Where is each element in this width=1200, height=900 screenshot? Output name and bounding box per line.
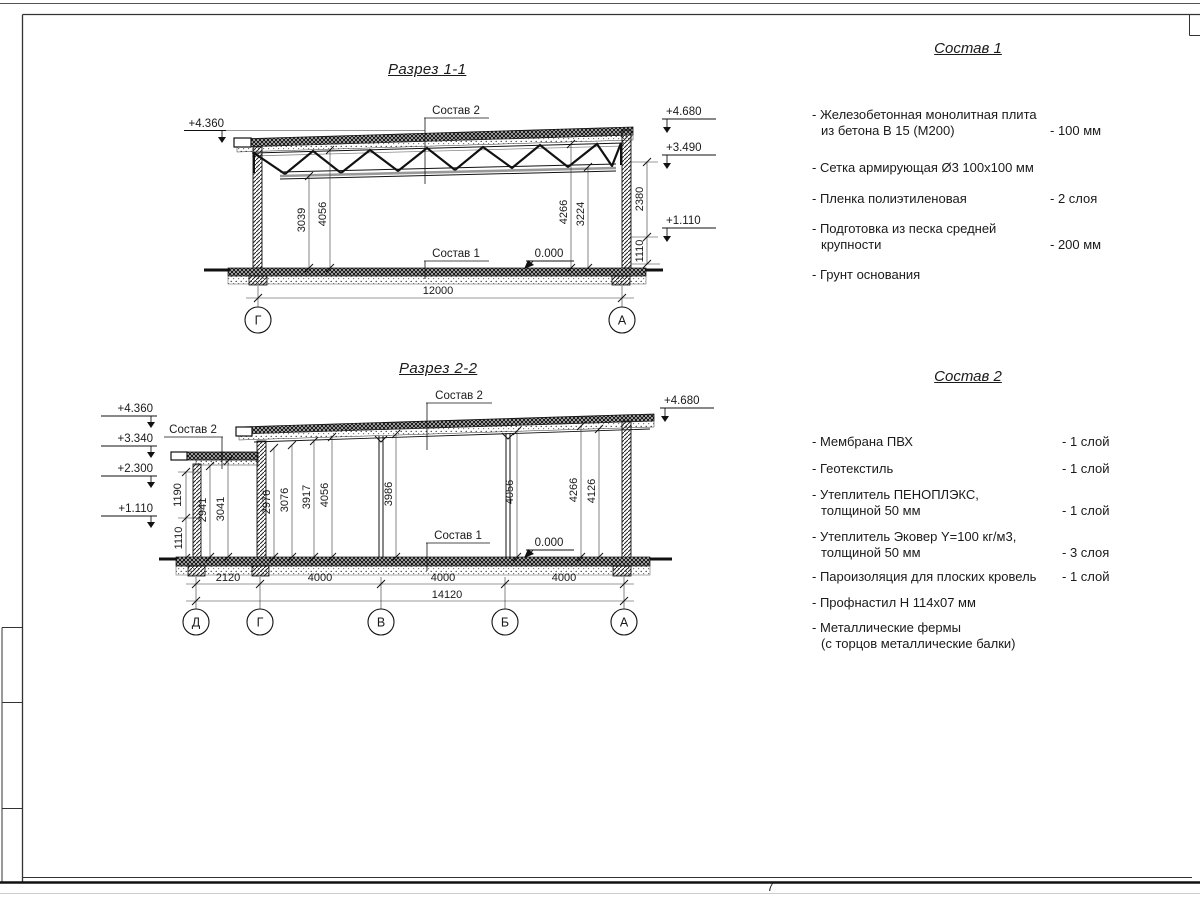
material-value: - 1 слой — [1062, 460, 1110, 476]
dim-4000b: 4000 — [430, 572, 456, 584]
elevation-mark-3340 — [101, 433, 157, 458]
main-roof-edge-beam — [236, 427, 252, 436]
floor-slab — [176, 557, 650, 566]
material-item: - Мембрана ПВХ - 1 слой — [812, 434, 1124, 450]
elevation-mark-4680 — [662, 106, 716, 133]
elevation-mark-4360 — [101, 403, 157, 428]
annex-roof-edge-beam — [171, 452, 187, 460]
section-2-2-title: Разрез 2-2 — [399, 360, 478, 377]
dim-12000: 12000 — [422, 285, 454, 297]
material-item: - Пароизоляция для плоских кровель - 1 слой — [812, 569, 1124, 585]
wall-right — [622, 130, 631, 268]
foundation-left — [249, 276, 267, 285]
material-item: - Грунт основания — [812, 267, 921, 282]
svg-text:Состав 1: Состав 1 — [432, 248, 480, 260]
material-item: - Утеплитель Эковер Y=100 кг/м3, толщиной 50 мм - 3 слоя — [812, 529, 1124, 560]
svg-text:Состав 2: Состав 2 — [432, 105, 480, 117]
material-item: - Пленка полиэтиленовая - 2 слоя — [812, 191, 1124, 207]
dim-4266: 4266 — [558, 199, 570, 225]
svg-text:Состав 2: Состав 2 — [169, 424, 217, 436]
dim-4056b: 4056 — [504, 479, 516, 505]
material-value: - 3 слоя — [1062, 544, 1110, 560]
composition-list-1 — [812, 40, 1124, 298]
dim-2380: 2380 — [634, 186, 646, 212]
material-value: - 1 слой — [1062, 502, 1110, 518]
dim-3076: 3076 — [279, 487, 291, 513]
roof-edge-beam — [234, 138, 251, 147]
foundation-a — [613, 566, 631, 576]
composition-list-2 — [812, 368, 1124, 662]
axis-g: Г — [256, 615, 264, 630]
dim-1190: 1190 — [172, 483, 184, 507]
svg-text:+3.490: +3.490 — [666, 142, 702, 154]
material-value: - 100 мм — [1050, 122, 1102, 138]
material-item: - Геотекстиль - 1 слой — [812, 461, 1124, 477]
section-1-1-drawing — [184, 105, 716, 333]
svg-text:+1.110: +1.110 — [118, 503, 153, 515]
dim-4000c: 4000 — [551, 572, 577, 584]
svg-text:+4.680: +4.680 — [664, 395, 700, 407]
axis-bubbles — [245, 307, 635, 333]
foundation-right — [612, 276, 630, 285]
material-item: - Утеплитель ПЕНОПЛЭКС, толщиной 50 мм - 1 слой — [812, 487, 1124, 518]
elevation-mark-3490 — [662, 142, 716, 169]
dim-3039: 3039 — [296, 207, 308, 233]
dim-2976: 2976 — [261, 489, 273, 515]
material-value: - 1 слой — [1062, 434, 1110, 449]
svg-text:+2.300: +2.300 — [117, 463, 153, 475]
dim-3224: 3224 — [575, 201, 587, 227]
svg-text:0.000: 0.000 — [534, 248, 564, 260]
section-1-1-title: Разрез 1-1 — [388, 61, 467, 78]
svg-text:Состав 1: Состав 1 — [434, 530, 482, 542]
material-value: - 200 мм — [1050, 236, 1102, 252]
elevation-mark-1110 — [662, 215, 716, 242]
dim-1110: 1110 — [634, 239, 646, 263]
dim-4000a: 4000 — [307, 572, 333, 584]
dim-4126: 4126 — [586, 478, 598, 504]
foundation-d — [188, 566, 205, 576]
material-item: - Сетка армирующая Ø3 100х100 мм — [812, 160, 1034, 175]
sheet-number: 7 — [767, 880, 774, 894]
material-item: - Подготовка из песка средней крупности - 200 мм — [812, 221, 1124, 252]
dim-4056: 4056 — [319, 482, 331, 508]
composition-2-title: Состав 2 — [934, 368, 1002, 385]
composition-1-title: Состав 1 — [934, 40, 1002, 57]
axis-g: Г — [254, 313, 262, 328]
axis-d: Д — [191, 615, 201, 630]
axis-a: А — [619, 615, 629, 630]
svg-text:+4.360: +4.360 — [188, 118, 224, 130]
dim-2941: 2941 — [197, 497, 209, 523]
material-item: - Металлические фермы (с торцов металлические балки) — [812, 620, 1016, 651]
svg-text:+4.680: +4.680 — [666, 106, 702, 118]
sand-layer — [176, 566, 650, 575]
dim-2120: 2120 — [215, 572, 241, 584]
dim-14120: 14120 — [431, 589, 463, 601]
label-zero-level — [524, 537, 574, 558]
svg-text:+4.360: +4.360 — [117, 403, 153, 415]
dim-1110: 1110 — [173, 526, 185, 550]
floor-slab — [228, 268, 646, 276]
axis-a: А — [617, 313, 627, 328]
svg-text:0.000: 0.000 — [534, 537, 564, 549]
dim-3986: 3986 — [383, 481, 395, 507]
axis-b: Б — [500, 615, 510, 630]
dim-3917: 3917 — [301, 484, 313, 510]
section-2-2-drawing — [101, 390, 714, 635]
svg-text:Состав 2: Состав 2 — [435, 390, 483, 402]
dim-4266: 4266 — [568, 477, 580, 503]
material-value: - 1 слой — [1062, 569, 1110, 584]
axis-v: В — [376, 615, 386, 630]
sand-layer — [228, 276, 646, 284]
dim-3041: 3041 — [215, 496, 227, 522]
elevation-mark-4680 — [660, 395, 714, 422]
axis-bubbles — [183, 609, 637, 635]
dim-4056: 4056 — [317, 201, 329, 227]
svg-text:+1.110: +1.110 — [666, 215, 701, 227]
svg-text:+3.340: +3.340 — [117, 433, 153, 445]
elevation-mark-2300 — [101, 463, 157, 488]
foundation-g — [252, 566, 269, 576]
elevation-mark-1110 — [101, 503, 157, 528]
material-item: - Профнастил Н 114х07 мм — [812, 594, 976, 610]
label-zero-level — [524, 248, 574, 269]
material-item: - Железобетонная монолитная плита из бетона В 15 (М200) - 100 мм — [812, 107, 1124, 138]
material-value: - 2 слоя — [1050, 190, 1098, 206]
wall-a — [622, 421, 631, 558]
